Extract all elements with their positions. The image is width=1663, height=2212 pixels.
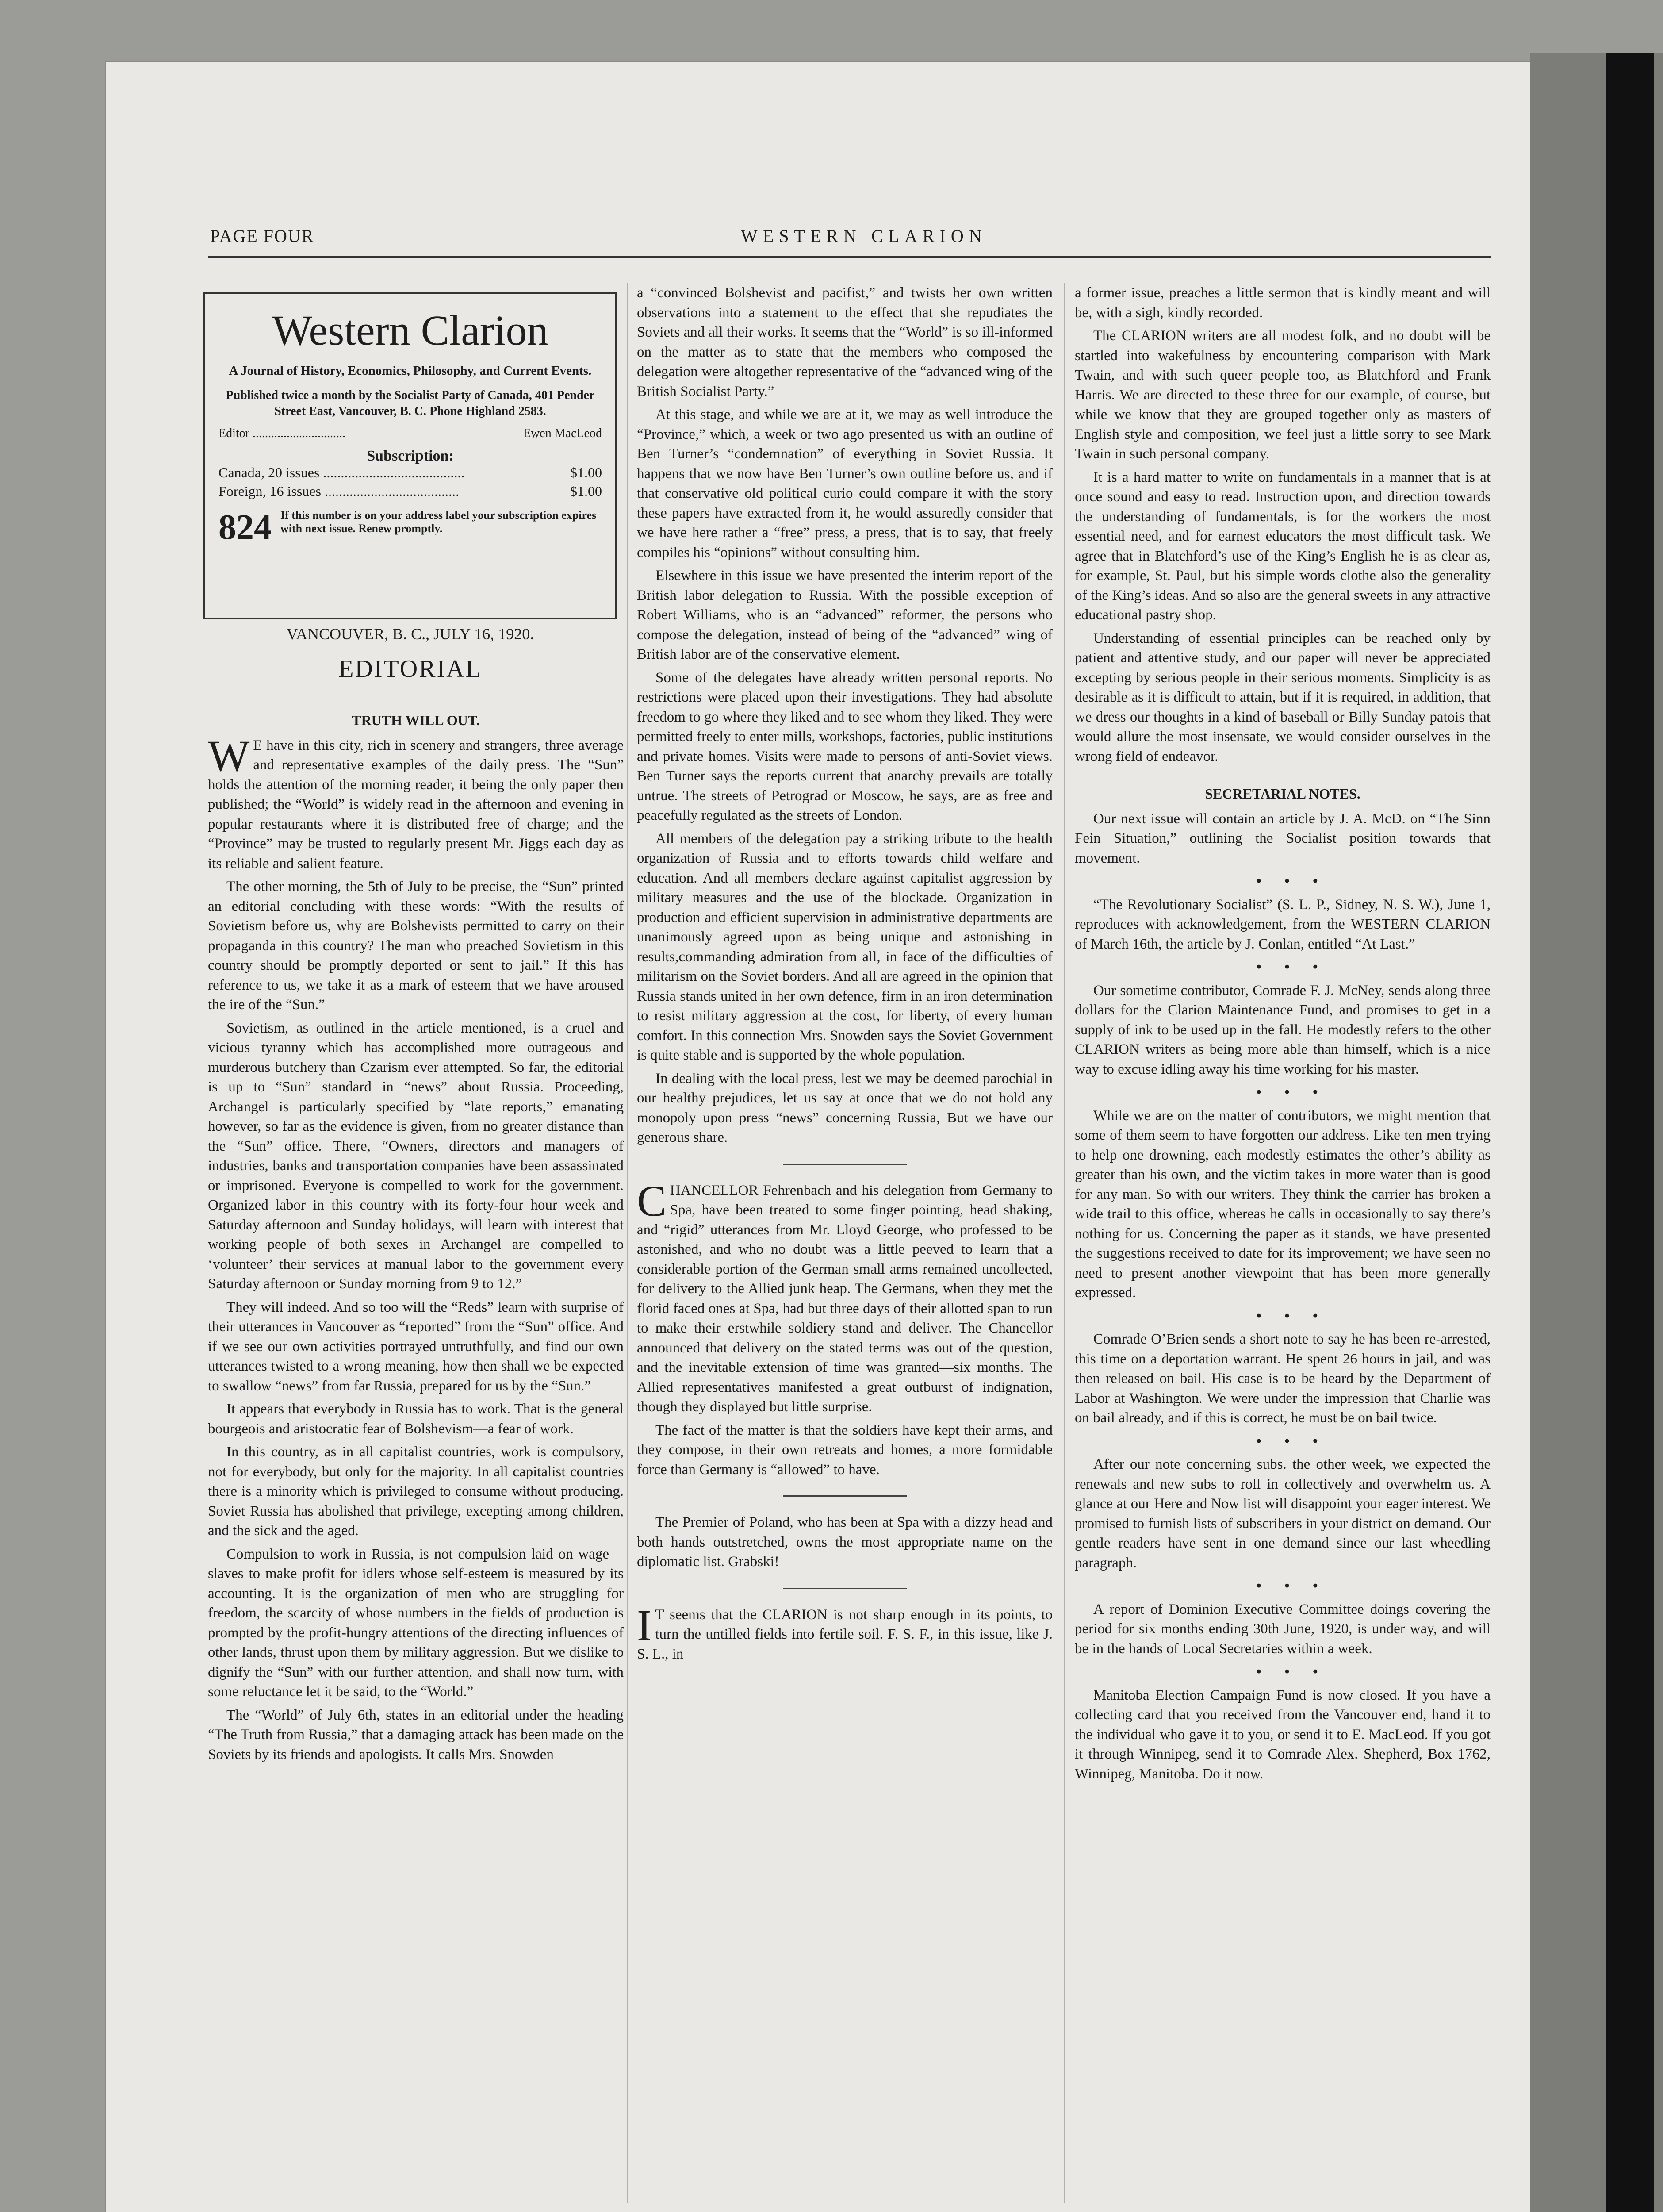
article-paragraph: Elsewhere in this issue we have presented the interim report of the British labor delegation to Russia. With the possible exception of Robert Williams, who is an “advanced” reformer, the persons who compose the delegation, instead of being of the “advanced” wing of British labor are of the conservative element. (637, 568, 1053, 662)
article-paragraph: a former issue, preaches a little sermon that is kindly meant and will be, with a sigh, kindly recorded. (1075, 285, 1491, 321)
rate-row (218, 483, 602, 502)
article-paragraph: Understanding of essential principles can be reached only by patient and attentive study, and our paper will never be appreciated excepting by serious people in their serious moments. Simplicity is as desirable as it is difficult to attain, but if it is required, in addition, that we dress our thoughts in a kind of baseball or Billy Sunday patois that would allure the most insensate, we would consider ourselves in the wrong field of endeavor. (1075, 630, 1491, 764)
paper-name: WESTERN CLARION (741, 226, 987, 246)
article-paragraph: The Premier of Poland, who has been at Spa with a dizzy head and both hands outstretched, owns the most appropriate name on the diplomatic list. Grabski! (637, 1514, 1053, 1570)
scan-margin (1530, 53, 1663, 2212)
drop-cap: I (637, 1600, 652, 1650)
masthead-title: Western Clarion (272, 307, 548, 354)
editor-name: Ewen MacLeod (523, 426, 602, 440)
separator-dots: • • • (1256, 959, 1328, 975)
editorial-heading: EDITORIAL (338, 655, 482, 683)
note-paragraph: Our next issue will contain an article by J. A. McD. on “The Sinn Fein Situation,” outlining the Socialist position towards that movement. (1075, 810, 1491, 866)
column-1 (208, 637, 624, 2212)
column-2 (637, 283, 1053, 2203)
section-rule (783, 1588, 907, 1589)
editor-label: Editor .............................. (218, 426, 345, 440)
article-paragraph: In dealing with the local press, lest we may be deemed parochial in our healthy prejudices, let us say at once that we do not hold any monopoly upon press “news” concerning Russia, But we have our generous share. (637, 1070, 1053, 1145)
article-paragraph: It is a hard matter to write on fundamentals in a manner that is at once sound and easy to read. Instruction upon, and direction towards the understanding of fundamentals, is for the workers the most essential need, and for earnest educators the most difficult task. We agree that in Blatchford’s use of the King’s English he is as clear as, for example, St. Paul, but his simple words clothe also the generality of the King’s ideas. And so also are the general sweets in any attractive educational pastry shop. (1075, 469, 1491, 623)
article-paragraph: They will indeed. And so too will the “Reds” learn with surprise of their utterances in Vancouver as “reported” from the “Sun” office. And if we see our own activities portrayed untruthfully, and find our own utterances twisted to a wrong meaning, how then shall we be expected to swallow “news” from far Russia, prepared for us by the “Sun.” (208, 1299, 624, 1394)
note-paragraph: A report of Dominion Executive Committee doings covering the period for six months ending 30th June, 1920, is under way, and will be in the hands of Local Secretaries within a week. (1075, 1601, 1491, 1657)
column-divider (627, 283, 628, 2203)
section-rule (783, 1495, 907, 1497)
drop-cap: W (208, 731, 250, 780)
article-paragraph: It appears that everybody in Russia has to work. That is the general bourgeois and aristocratic fear of Bolshevism—a fear of work. (208, 1401, 624, 1437)
header-rule (208, 256, 1491, 258)
page-number: PAGE FOUR (210, 226, 314, 246)
rate-label: Foreign, 16 issues ...................................... (218, 483, 459, 499)
running-head (210, 226, 1488, 252)
article-paragraph: Some of the delegates have already written personal reports. No restrictions were placed upon their investigations. They had absolute freedom to go where they liked and to see whom they liked. They were permitted freely to enter mills, workshops, factories, public institutions and private homes. Visits were made to persons of anti-Soviet views. Ben Turner says the reports current that anarchy prevails are totally untrue. The streets of Petrograd or Moscow, he says, are as free and peacefully regulated as the streets of London. (637, 669, 1053, 823)
column-divider (1064, 283, 1065, 2203)
note-paragraph: Manitoba Election Campaign Fund is now closed. If you have a collecting card that you received from the Vancouver end, hand it to the individual who gave it to you, or send it to E. MacLeod. If you got it through Winnipeg, send it to Comrade Alex. Shepherd, Box 1762, Winnipeg, Manitoba. Do it now. (1075, 1687, 1491, 1782)
subscription-heading: Subscription: (367, 448, 454, 464)
editor-line (218, 426, 602, 444)
note-paragraph: Comrade O’Brien sends a short note to say he has been re-arrested, this time on a deportation warrant. He spent 26 hours in jail, and was then released on bail. His case is to be heard by the Department of Labor at Washington. We were under the impression that Charlie was on bail already, and if this is correct, he must be on bail twice. (1075, 1331, 1491, 1426)
section-rule (783, 1164, 907, 1165)
article-paragraph: CHANCELLOR Fehrenbach and his delegation from Germany to Spa, have been treated to some finger pointing, head shaking, and “rigid” utterances from Mr. Lloyd George, who professed to be astonished, and who no doubt was a little peeved to learn that a considerable portion of the German small arms remained uncollected, for delivery to the Allied junk heap. The Germans, when they met the florid faced ones at Spa, had but three days of their allotted span to run to make their erstwhile soldiery stand and deliver. The Chancellor announced that delivery on the stated terms was out of the question, and the inevitable extension of time was granted—six months. The Allied representatives manifested a great outburst of indignation, though they displayed but little surprise. (637, 1176, 1053, 1415)
article-paragraph: At this stage, and while we are at it, we may as well introduce the “Province,” which, a week or two ago presented us with an outline of Ben Turner’s “condemnation” of everything in Soviet Russia. It happens that we now have Ben Turner’s own outline before us, and if that conservative old political curio could compare it with the story these papers have extracted from it, he would assuredly consider that we have here rather a “free” press, a press, that is to say, that freely compiles his “opinions” without consulting him. (637, 407, 1053, 561)
article-paragraph: All members of the delegation pay a striking tribute to the health organization of Russia and to efforts towards child welfare and education. And all members declare against capitalist aggression by military measures and the use of the blockade. Organization in production and efficient supervision in administrative departments are unanimously agreed upon as being unique and astonishing in results,commanding admiration from all, in face of the difficulties of militarism on the Soviet borders. And all are agreed in the opinion that Russia stands united in her own defence, firm in an iron determination to resist military aggression at the cost, for liberty, of every human comfort. In this connection Mrs. Snowden says the Soviet Government is quite stable and is supported by the whole population. (637, 830, 1053, 1063)
article-paragraph: The other morning, the 5th of July to be precise, the “Sun” printed an editorial concluding with these words: “With the results of Sovietism before us, why are Bolshevists permitted to carry on their propaganda in this country? The man who preached Sovietism in this country should be promptly deported or sent to jail.” If this has reference to us, we take it as a mark of esteem that we have aroused the ire of the “Sun.” (208, 879, 624, 1013)
article-paragraph: Sovietism, as outlined in the article mentioned, is a cruel and vicious tyranny which has accomplished more outrageous and murderous butchery than Czarism ever attempted. So far, the editorial is up to “Sun” standard in “news” about Russia. Proceeding, Archangel is particularly specified by “late reports,” emanating however, so far as the evidence is given, from no greater distance than the “Sun” office. There, “Owners, directors and managers of industries, banks and transportation companies have been assassinated or imprisoned. Everyone is compelled to work for the government. Organized labor in this country with its forty-four hour week and Saturday afternoon and Sunday holidays, will learn with interest that working people of both sexes in Archangel are compelled to ‘volunteer’ their services at manual labor to the government every Saturday afternoon or Sunday morning from 9 to 12.” (208, 1020, 624, 1292)
article-paragraph: The fact of the matter is that the soldiers have kept their arms, and they compose, in their own retreats and homes, a more formidable force than Germany is “allowed” to have. (637, 1422, 1053, 1478)
separator-dots: • • • (1256, 1664, 1328, 1680)
separator-dots: • • • (1256, 1308, 1328, 1324)
scan-edge (1606, 53, 1654, 2212)
dateline: VANCOUVER, B. C., JULY 16, 1920. (286, 625, 534, 643)
renewal-notice (218, 505, 602, 549)
column-3 (1075, 283, 1491, 2203)
masthead-box (203, 292, 617, 619)
article-paragraph: The “World” of July 6th, states in an editorial under the heading “The Truth from Russia,” that a damaging attack has been made on the Soviets by its friends and apologists. It calls Mrs. Snowden (208, 1707, 624, 1763)
note-paragraph: While we are on the matter of contributors, we might mention that some of them seem to have forgotten our address. Like ten men trying to help one drowning, each modestly estimates the other’s ability as greater than his own, and the victim takes in more water than is good for any man. So with our writers. They think the carrier has broken a wide trail to this office, whereas he calls in occasionally to say there’s nothing for us. Concerning the paper as it stands, we have presented the suggestions received to date for its improvement; we have seen no need to present another viewpoint that has been more generally expressed. (1075, 1107, 1491, 1301)
publisher-info: Published twice a month by the Socialist Party of Canada, 401 Pender Street East, Vancouver, B. C. Phone Highland 2583. (226, 388, 595, 418)
rate-label: Canada, 20 issues ........................................ (218, 465, 465, 480)
separator-dots: • • • (1256, 1433, 1328, 1449)
renewal-text: If this number is on your address label your subscription expires with next issue. Renew promptly. (280, 509, 597, 535)
article-paragraph: W E have in this city, rich in scenery and strangers, three average and representative examples of the daily press. The “Sun” holds the attention of the morning reader, it being the only paper then published; the “World” is widely read in the afternoon and evening in popular restaurants where it is distributed free of charge; and the “Province” may be trusted to regularly present Mr. Jiggs each day as its reliable and salient feature. (208, 731, 624, 872)
masthead-subtitle: A Journal of History, Economics, Philosophy, and Current Events. (229, 364, 592, 378)
rate-price: $1.00 (570, 465, 602, 480)
drop-cap: C (637, 1176, 667, 1225)
note-paragraph: After our note concerning subs. the other week, we expected the renewals and new subs to roll in collectively and overwhelm us. A glance at our Here and Now list will disappoint your eager interest. We promised to furnish lists of subscribers in your district on demand. Our gentle readers have sent in one demand since our last wheedling paragraph. (1075, 1456, 1491, 1571)
separator-dots: • • • (1256, 1084, 1328, 1100)
article-paragraph: The CLARION writers are all modest folk, and no doubt will be startled into wakefulness by encountering comparison with Mark Twain, and with such queer people too, as Blatchford and Frank Harris. We are directed to these three for our example, of course, but while we know that they are grouped together only as masters of English style and composition, we feel just a little sorry to see Mark Twain in such personal company. (1075, 328, 1491, 462)
article-paragraph: Compulsion to work in Russia, is not compulsion laid on wage—slaves to make profit for idlers whose self-esteem is measured by its accounting. It is the organization of men who are struggling for freedom, the scarcity of whose numbers in the fields of production is prompted by the profit-hungry attentions of the directing influences of other lands, thrust upon them by military aggression. But we dislike to dignify the “Sun” with our further attention, and shall now turn, with some reluctance let it be said, to the “World.” (208, 1546, 624, 1700)
separator-dots: • • • (1256, 873, 1328, 889)
separator-dots: • • • (1256, 1578, 1328, 1594)
article-heading: TRUTH WILL OUT. (352, 712, 480, 728)
issue-number: 824 (218, 508, 272, 547)
note-paragraph: Our sometime contributor, Comrade F. J. McNey, sends along three dollars for the Clarion Maintenance Fund, and promises to get in a supply of ink to be used up in the fall. He modestly refers to the other CLARION writers as being more able than himself, which is a nice way to excuse idling away his time working for his master. (1075, 982, 1491, 1077)
notes-heading: SECRETARIAL NOTES. (1205, 786, 1360, 802)
rate-row (218, 465, 602, 483)
rate-price: $1.00 (570, 483, 602, 499)
article-paragraph: a “convinced Bolshevist and pacifist,” and twists her own written observations into a statement to the effect that she repudiates the Soviets and all their works. It seems that the “World” is so ill-informed on the matter as to state that the members who composed the delegation were altogether representative of the “advanced wing of the British Socialist Party.” (637, 285, 1053, 399)
article-paragraph: I T seems that the CLARION is not sharp enough in its points, to turn the untilled fields into fertile soil. F. S. F., in this issue, like J. S. L., in (637, 1600, 1053, 1662)
article-paragraph: In this country, as in all capitalist countries, work is compulsory, not for everybody, but only for the majority. In all capitalist countries there is a minority which is privileged to consume without producing. Soviet Russia has abolished that privilege, excepting among children, and the sick and the aged. (208, 1444, 624, 1539)
note-paragraph: “The Revolutionary Socialist” (S. L. P., Sidney, N. S. W.), June 1, reproduces with acknowledgement, from the WESTERN CLARION of March 16th, the article by J. Conlan, entitled “At Last.” (1075, 896, 1491, 952)
